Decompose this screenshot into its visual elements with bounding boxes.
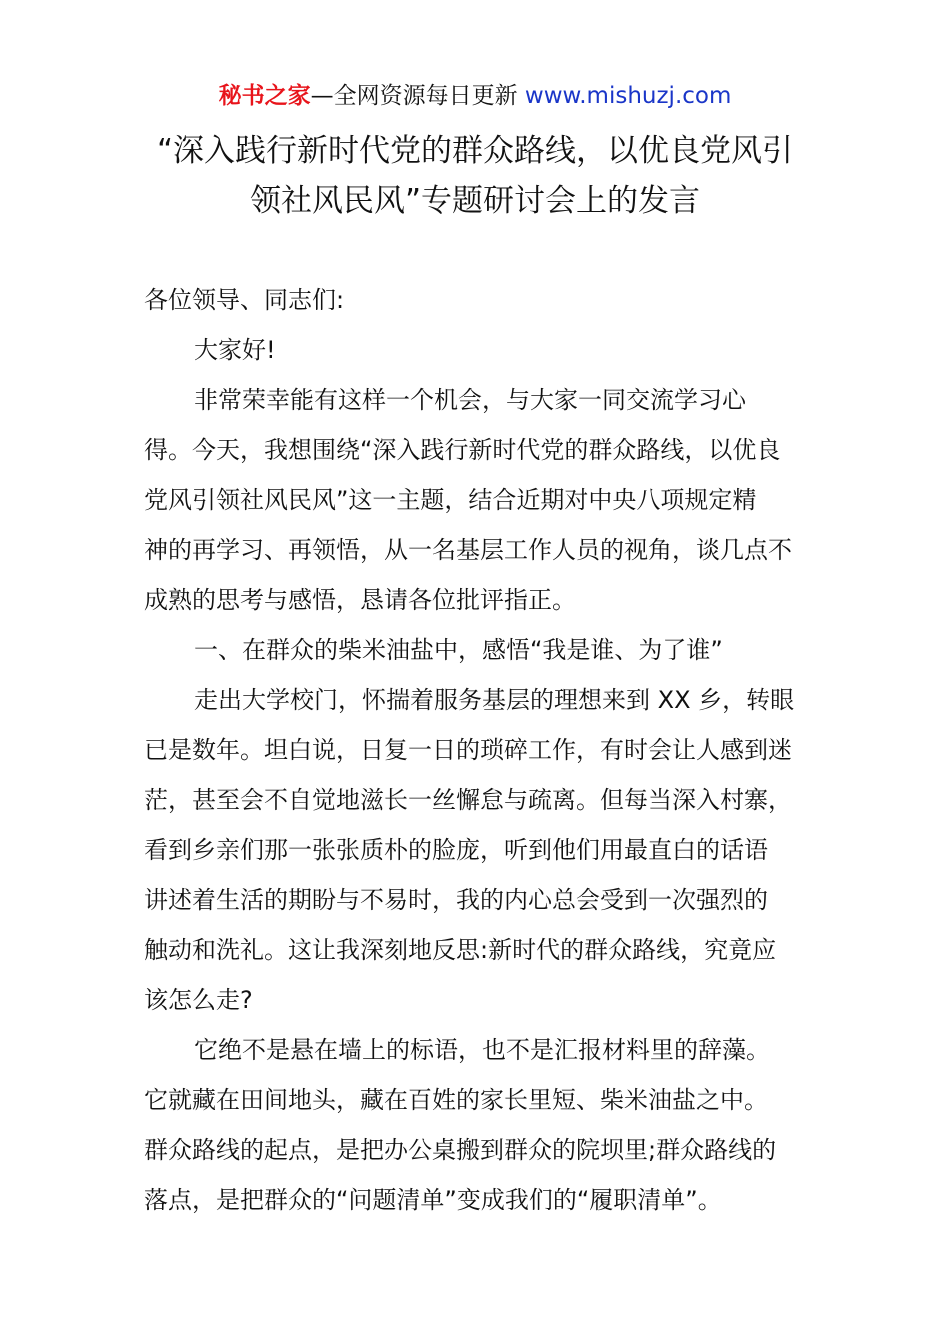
body-line: 讲述着生活的期盼与不易时，我的内心总会受到一次强烈的 — [144, 886, 768, 914]
banner-brand: 秘书之家 — [218, 83, 311, 109]
body-line: 它就藏在田间地头，藏在百姓的家长里短、柴米油盐之中。 — [144, 1086, 768, 1114]
document-body — [144, 275, 808, 1225]
body-line: 得。今天，我想围绕“深入践行新时代党的群众路线，以优良 — [144, 436, 781, 464]
body-line: 非常荣幸能有这样一个机会，与大家一同交流学习心 — [194, 386, 746, 414]
body-line: 神的再学习、再领悟，从一名基层工作人员的视角，谈几点不 — [144, 536, 792, 564]
banner-tagline: —全网资源每日更新 — [310, 83, 525, 109]
body-line: 它绝不是悬在墙上的标语，也不是汇报材料里的辞藻。 — [194, 1036, 770, 1064]
document-title — [80, 126, 870, 226]
body-line: 茫，甚至会不自觉地滋长一丝懈怠与疏离。但每当深入村寨， — [144, 786, 792, 814]
section-heading: 一、在群众的柴米油盐中，感悟“我是谁、为了谁” — [194, 636, 723, 664]
banner-url-link[interactable]: www.mishuzj.com — [524, 83, 732, 109]
body-line: 走出大学校门，怀揣着服务基层的理想来到 XX 乡，转眼 — [194, 686, 795, 714]
title-line-1: “深入践行新时代党的群众路线，以优良党风引 — [156, 133, 794, 169]
body-line: 成熟的思考与感悟，恳请各位批评指正。 — [144, 586, 576, 614]
body-line: 该怎么走? — [144, 986, 253, 1014]
salutation: 各位领导、同志们: — [144, 286, 345, 314]
body-line: 党风引领社风民风”这一主题，结合近期对中央八项规定精 — [144, 486, 757, 514]
site-banner — [0, 80, 950, 112]
body-line: 触动和洗礼。这让我深刻地反思:新时代的群众路线，究竟应 — [144, 936, 777, 964]
title-line-2: 领社风民风”专题研讨会上的发言 — [249, 183, 701, 219]
greeting: 大家好! — [194, 336, 276, 364]
body-line: 已是数年。坦白说，日复一日的琐碎工作，有时会让人感到迷 — [144, 736, 792, 764]
body-line: 看到乡亲们那一张张质朴的脸庞，听到他们用最直白的话语 — [144, 836, 768, 864]
body-line: 落点，是把群众的“问题清单”变成我们的“履职清单”。 — [144, 1186, 722, 1214]
body-line: 群众路线的起点，是把办公桌搬到群众的院坝里;群众路线的 — [144, 1136, 777, 1164]
